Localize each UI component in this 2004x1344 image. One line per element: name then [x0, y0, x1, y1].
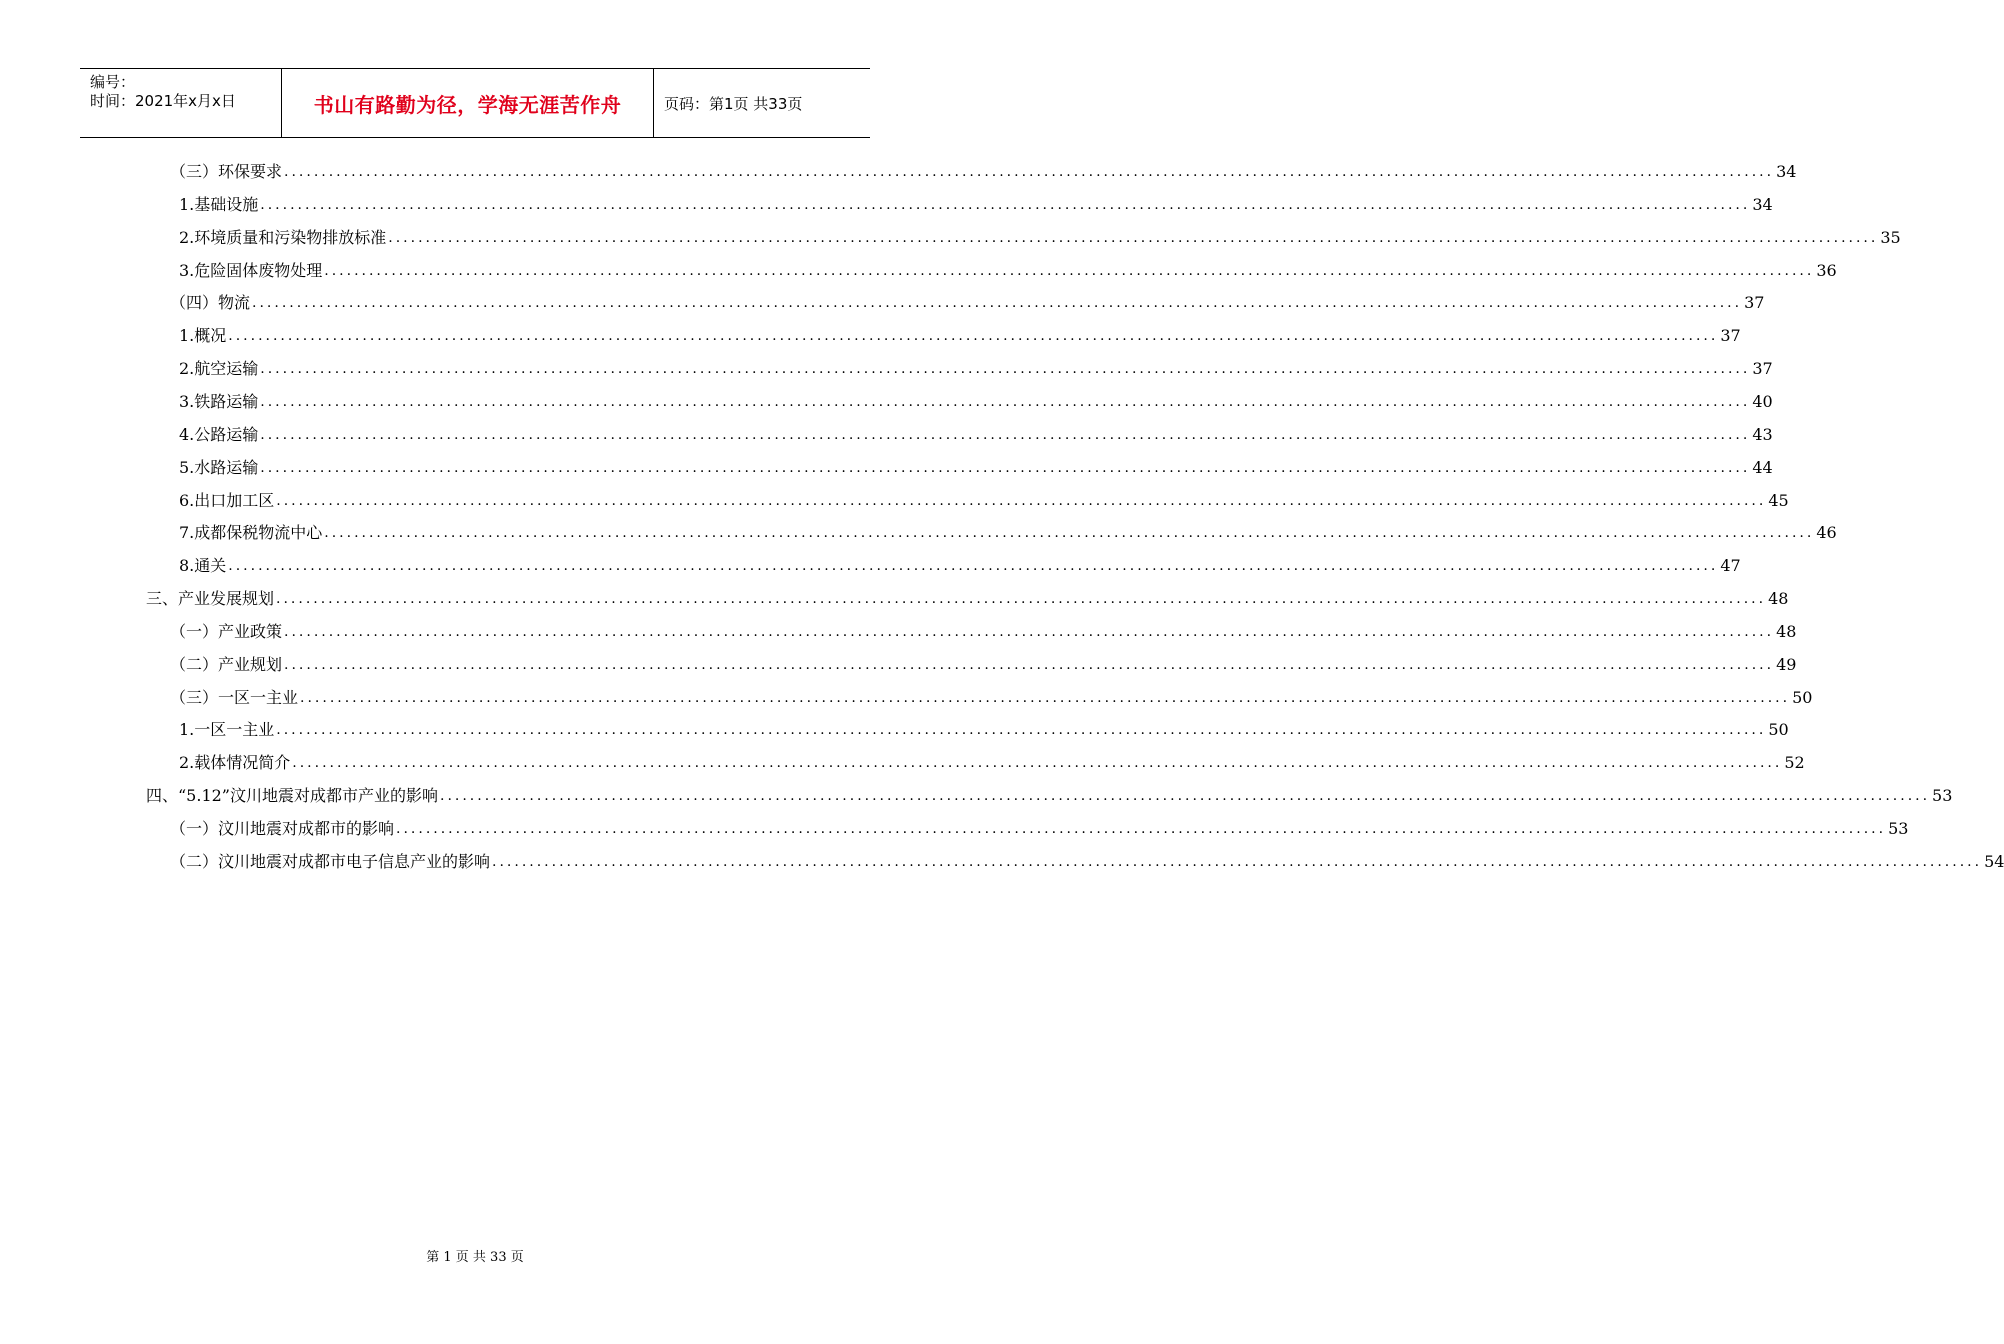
toc-entry-title: 三、产业发展规划: [146, 589, 275, 608]
toc-entry[interactable]: [179, 555, 1741, 577]
toc-entry-page: 34: [1752, 195, 1773, 214]
toc-entry[interactable]: [170, 818, 1909, 840]
toc-entry[interactable]: [179, 752, 1805, 774]
toc-entry-page: 34: [1776, 162, 1797, 181]
toc-entry[interactable]: [170, 161, 1797, 183]
toc-entry-page: 45: [1768, 491, 1789, 510]
toc-entry-page: 53: [1888, 819, 1909, 838]
toc-entry-title: 6.出口加工区: [179, 491, 275, 510]
toc-entry[interactable]: [179, 719, 1789, 741]
toc-entry-title: 2.环境质量和污染物排放标准: [179, 228, 387, 247]
toc-entry-page: 48: [1776, 622, 1797, 641]
toc-entry-page: 46: [1816, 523, 1837, 542]
toc-entry-title: 7.成都保税物流中心: [179, 523, 323, 542]
toc-dot-leader: ........................................................................................................................................................................................................: [228, 328, 1719, 344]
toc-entry-page: 49: [1776, 655, 1797, 674]
toc-entry[interactable]: [179, 457, 1773, 479]
toc-entry[interactable]: [170, 621, 1797, 643]
toc-entry-page: 53: [1932, 786, 1953, 805]
toc-dot-leader: ........................................................................................................................................................................................................: [260, 361, 1751, 377]
toc-entry-title: 3.危险固体废物处理: [179, 261, 323, 280]
toc-entry-page: 54: [1984, 852, 2004, 871]
toc-entry-title: 1.基础设施: [179, 195, 259, 214]
toc-dot-leader: ........................................................................................................................................................................................................: [440, 788, 1931, 804]
toc-dot-leader: ........................................................................................................................................................................................................: [292, 755, 1783, 771]
toc-entry[interactable]: [170, 687, 1813, 709]
toc-dot-leader: ........................................................................................................................................................................................................: [284, 657, 1775, 673]
toc-entry[interactable]: [179, 194, 1773, 216]
toc-entry-page: 35: [1880, 228, 1901, 247]
toc-dot-leader: ........................................................................................................................................................................................................: [284, 164, 1775, 180]
toc-entry-title: 3.铁路运输: [179, 392, 259, 411]
header-number-label: 编号：: [90, 73, 136, 91]
toc-dot-leader: ........................................................................................................................................................................................................: [260, 197, 1751, 213]
header-time-label: 时间：2021年x月x日: [90, 92, 236, 110]
toc-entry-title: （一）汶川地震对成都市的影响: [170, 819, 395, 838]
toc-entry-page: 48: [1768, 589, 1789, 608]
toc-entry[interactable]: [170, 292, 1765, 314]
page-footer: 第 1 页 共 33 页: [426, 1250, 524, 1265]
toc-entry[interactable]: [170, 654, 1797, 676]
toc-entry-title: 1.一区一主业: [179, 720, 275, 739]
toc-entry-page: 37: [1744, 293, 1765, 312]
toc-entry-title: 四、“5.12”汶川地震对成都市产业的影响: [146, 786, 438, 805]
toc-entry-title: （四）物流: [170, 293, 251, 312]
toc-entry[interactable]: [179, 358, 1773, 380]
toc-entry-page: 44: [1752, 458, 1773, 477]
toc-entry-page: 36: [1816, 261, 1837, 280]
header-page-info-cell: [654, 69, 870, 137]
toc-dot-leader: ........................................................................................................................................................................................................: [260, 427, 1751, 443]
toc-dot-leader: ........................................................................................................................................................................................................: [324, 263, 1815, 279]
toc-entry[interactable]: [146, 588, 1789, 610]
toc-entry-title: （二）产业规划: [170, 655, 283, 674]
toc-entry-page: 37: [1752, 359, 1773, 378]
header-page-info: 页码：第1页 共33页: [664, 94, 803, 113]
toc-entry-title: 1.概况: [179, 326, 227, 345]
toc-dot-leader: ........................................................................................................................................................................................................: [260, 394, 1751, 410]
toc-dot-leader: ........................................................................................................................................................................................................: [388, 230, 1879, 246]
header-motto-cell: [282, 69, 654, 137]
toc-entry[interactable]: [179, 391, 1773, 413]
toc-entry[interactable]: [179, 260, 1837, 282]
toc-entry[interactable]: [179, 522, 1837, 544]
toc-dot-leader: ........................................................................................................................................................................................................: [276, 722, 1767, 738]
toc-entry-title: （三）环保要求: [170, 162, 283, 181]
toc-entry-title: 2.载体情况简介: [179, 753, 291, 772]
toc-dot-leader: ........................................................................................................................................................................................................: [260, 460, 1751, 476]
toc-entry[interactable]: [170, 851, 2004, 873]
toc-entry-page: 52: [1784, 753, 1805, 772]
toc-entry[interactable]: [179, 424, 1773, 446]
toc-entry-title: 2.航空运输: [179, 359, 259, 378]
page-header: [80, 68, 870, 138]
header-motto: 书山有路勤为径，学海无涯苦作舟: [313, 92, 622, 117]
toc-dot-leader: ........................................................................................................................................................................................................: [284, 624, 1775, 640]
toc-entry-title: （一）产业政策: [170, 622, 283, 641]
toc-dot-leader: ........................................................................................................................................................................................................: [276, 591, 1767, 607]
toc-dot-leader: ........................................................................................................................................................................................................: [252, 295, 1743, 311]
toc-entry-title: 4.公路运输: [179, 425, 259, 444]
toc-dot-leader: ........................................................................................................................................................................................................: [324, 525, 1815, 541]
toc-entry-title: 5.水路运输: [179, 458, 259, 477]
toc-entry[interactable]: [179, 490, 1789, 512]
toc-entry[interactable]: [179, 227, 1901, 249]
toc-dot-leader: ........................................................................................................................................................................................................: [492, 854, 1983, 870]
toc-entry[interactable]: [146, 785, 1953, 807]
toc-entry-page: 47: [1720, 556, 1741, 575]
toc-entry-page: 50: [1792, 688, 1813, 707]
toc-dot-leader: ........................................................................................................................................................................................................: [228, 558, 1719, 574]
toc-dot-leader: ........................................................................................................................................................................................................: [300, 690, 1791, 706]
toc-entry-page: 50: [1768, 720, 1789, 739]
toc-entry-title: 8.通关: [179, 556, 227, 575]
toc-dot-leader: ........................................................................................................................................................................................................: [396, 821, 1887, 837]
toc-entry-page: 37: [1720, 326, 1741, 345]
toc-entry-page: 40: [1752, 392, 1773, 411]
header-meta-cell: [80, 69, 282, 137]
toc-entry-page: 43: [1752, 425, 1773, 444]
toc-entry[interactable]: [179, 325, 1741, 347]
toc-entry-title: （三）一区一主业: [170, 688, 299, 707]
toc-entry-title: （二）汶川地震对成都市电子信息产业的影响: [170, 852, 491, 871]
toc-dot-leader: ........................................................................................................................................................................................................: [276, 493, 1767, 509]
